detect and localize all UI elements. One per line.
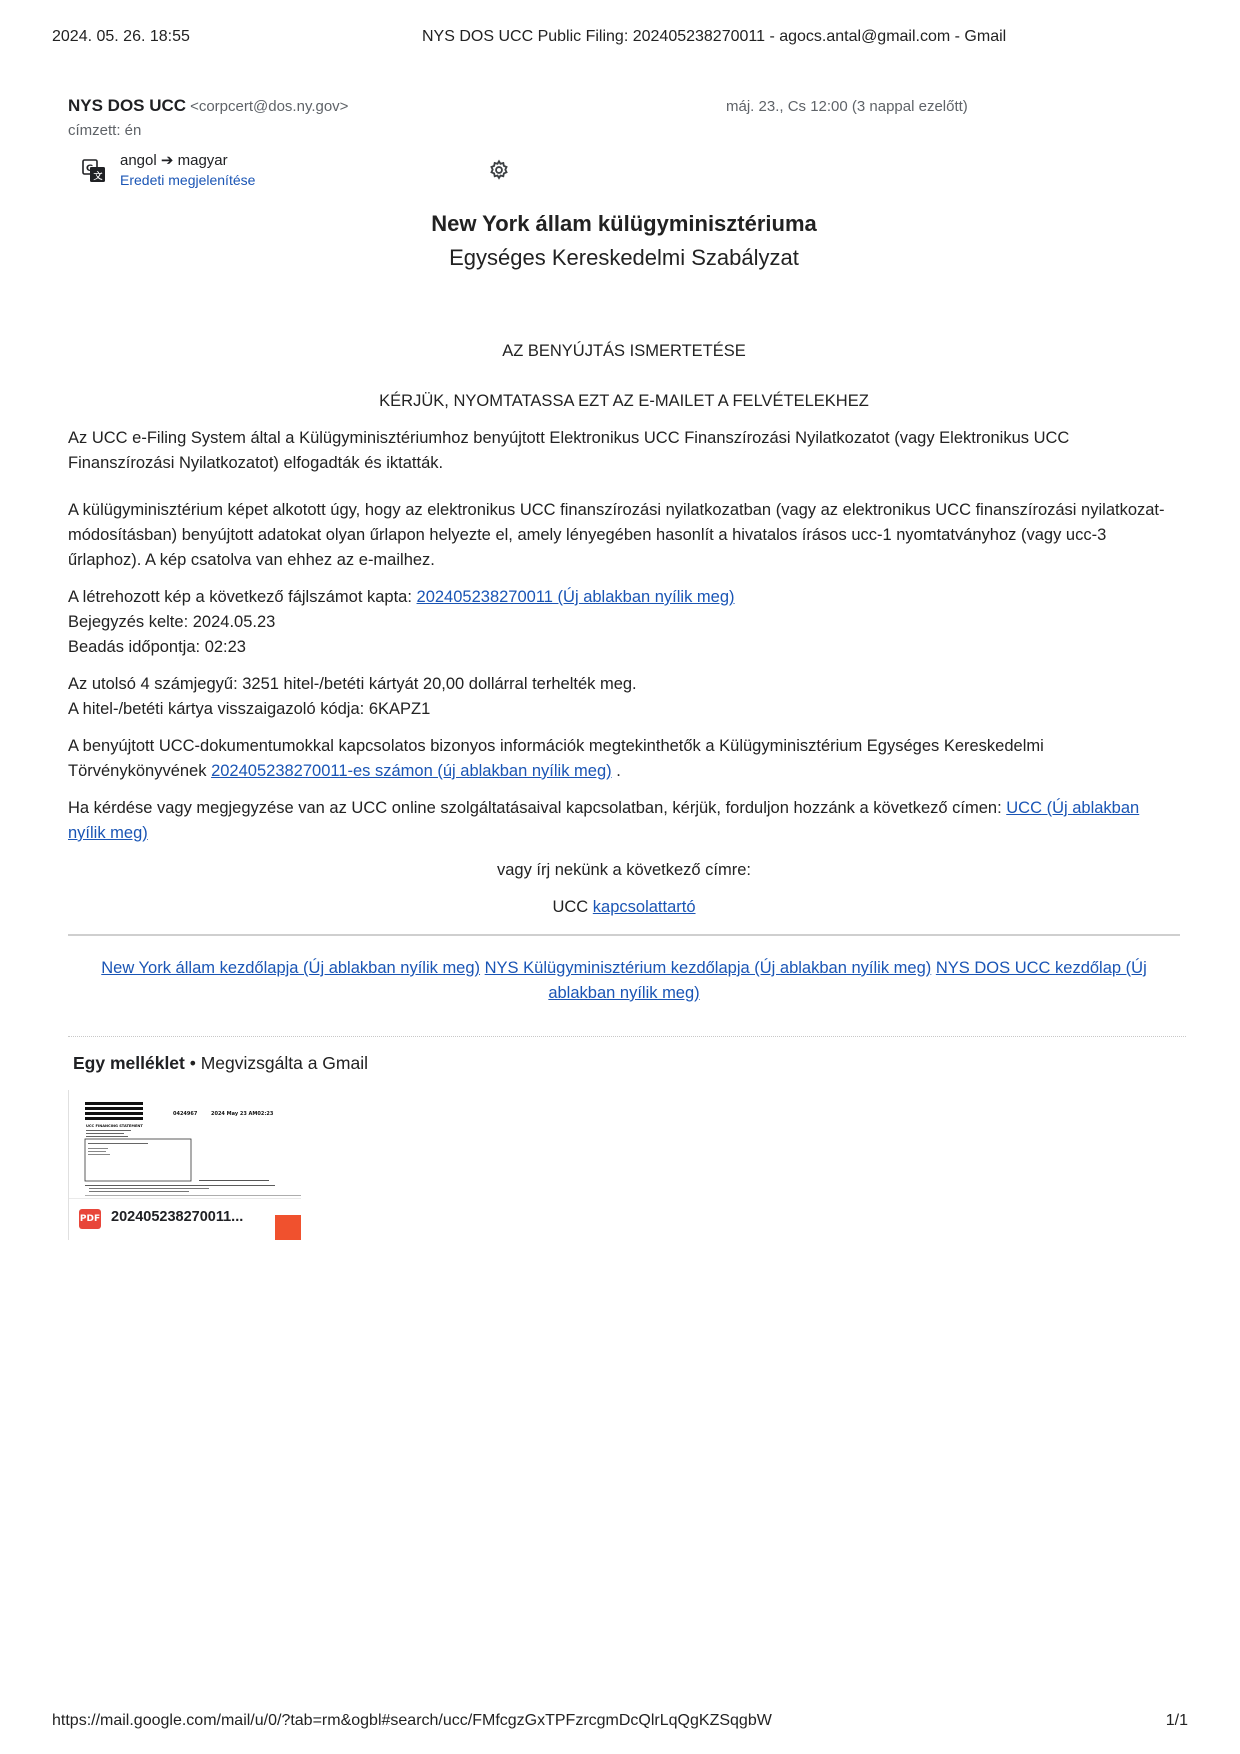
target-language: magyar [177,152,228,169]
show-original-link[interactable]: Eredeti megjelenítése [120,172,256,188]
contact-line [68,895,1180,920]
attachment-thumbnail[interactable] [69,1090,301,1198]
file-number-line [68,585,1180,610]
thumb-form-title: UCC FINANCING STATEMENT [86,1124,143,1128]
divider [68,934,1180,936]
contact-link[interactable]: kapcsolattartó [592,898,696,916]
info-text: A benyújtott UCC-dokumentumokkal kapcsolatos bizonyos információk megtekinthetők a Külügyminisztérium Egységes Kereskedelmi Törvénykönyvének [68,737,1044,780]
attachment-filename[interactable]: 202405238270011... [111,1209,244,1225]
print-title: NYS DOS UCC Public Filing: 202405238270011 - agocs.antal@gmail.com - Gmail [422,28,1007,45]
thumb-stamp: 2024 May 23 AM02:23 [211,1111,274,1117]
print-url: https://mail.google.com/mail/u/0/?tab=rm&ogbl#search/ucc/FMfcgzGxTPFzrcgmDcQlrLqQgKZSqgbW [52,1712,772,1729]
print-notice: KÉRJÜK, NYOMTATASSA EZT AZ E-MAILET A FELVÉTELEKHEZ [379,392,869,410]
svg-text:G: G [86,164,94,174]
info-paragraph [68,734,1180,784]
body-subtitle: Egységes Kereskedelmi Szabályzat [449,245,799,270]
print-header [52,28,1188,52]
body-title: New York állam külügyminisztériuma [431,211,817,236]
nys-dos-home-link[interactable]: NYS Külügyminisztérium kezdőlapja (Új ablakban nyílik meg) [484,959,932,977]
attachments-scanned: • Megvizsgálta a Gmail [184,1053,369,1073]
card-charge: Az utolsó 4 számjegyű: 3251 hitel-/betéti kártyát 20,00 dollárral terhelték meg. [68,675,637,693]
or-write-line: vagy írj nekünk a következő címre: [496,861,752,879]
pdf-icon: PDF [79,1209,101,1229]
gear-icon[interactable] [488,159,510,181]
svg-text:文: 文 [93,172,103,182]
card-code: A hitel-/betéti kártya visszaigazoló kódja: 6KAPZ1 [68,700,431,718]
contact-prefix: UCC [552,898,593,916]
print-datetime: 2024. 05. 26. 18:55 [52,28,190,45]
nys-dos-ucc-home-link[interactable]: NYS DOS UCC kezdőlap (Új ablakban nyílik meg) [548,959,1147,1002]
translate-bar [68,151,1180,197]
attachment-info-bar[interactable] [69,1198,301,1240]
ny-state-home-link[interactable]: New York állam kezdőlapja (Új ablakban nyílik meg) [101,959,481,977]
page-number: 1/1 [1165,1712,1188,1729]
attachments-heading [68,1053,1180,1074]
arrow-right-icon: ➔ [160,152,174,169]
ucc-link[interactable]: UCC (Új ablakban nyílik meg) [68,799,1140,842]
question-paragraph [68,796,1180,846]
attachments-count: Egy melléklet [73,1053,185,1073]
paragraph-accepted: Az UCC e-Filing System által a Külügyminisztériumhoz benyújtott Elektronikus UCC Finanszírozási Nyilatkozatot (vagy Elektronikus UCC Finanszírozási Nyilatkozatot) elfogadták és iktatták. [68,429,1070,472]
email-date: máj. 23., Cs 12:00 (3 nappal ezelőtt) [726,98,968,115]
thumb-number: 0424967 [173,1111,198,1117]
file-number-link[interactable]: 202405238270011 (Új ablakban nyílik meg) [416,588,735,606]
question-text: Ha kérdése vagy megjegyzése van az UCC online szolgáltatásaival kapcsolatban, kérjük, forduljon hozzánk a következő címen: [68,799,1007,817]
attachment-corner-badge [275,1215,301,1240]
info-end: . [611,762,621,780]
sender-email: <corpcert@dos.ny.gov> [190,98,349,115]
translate-languages [120,151,255,169]
email-body [68,209,1180,1006]
google-translate-icon [82,159,106,183]
recipient-line[interactable]: címzett: én [68,122,142,139]
file-number-label: A létrehozott kép a következő fájlszámot kapta: [68,588,417,606]
section-title: AZ BENYÚJTÁS ISMERTETÉSE [502,342,746,360]
sender-row [68,96,1180,122]
paragraph-image: A külügyminisztérium képet alkotott úgy, hogy az elektronikus UCC finanszírozási nyilatkozatban (vagy az elektronikus UCC finanszírozási nyilatkozat-módosításban) benyújtott adatokat olyan űrlapon helyezte el, amely lényegében hasonlít a hivatalos írásos ucc-1 nyomtatványhoz (vagy ucc-3 űrlaphoz). A kép csatolva van ehhez az e-mailhez. [68,501,1165,569]
footer-links [68,956,1180,1006]
translate-text [120,151,255,190]
attachments-divider [68,1036,1186,1037]
source-language: angol [120,152,157,169]
entry-date: Bejegyzés kelte: 2024.05.23 [68,613,276,631]
info-link[interactable]: 202405238270011-es számon (új ablakban nyílik meg) [211,762,612,780]
email-message [68,96,1180,1240]
submit-time: Beadás időpontja: 02:23 [68,638,246,656]
attachment-card[interactable] [68,1090,301,1240]
sender-name[interactable]: NYS DOS UCC [68,96,187,115]
